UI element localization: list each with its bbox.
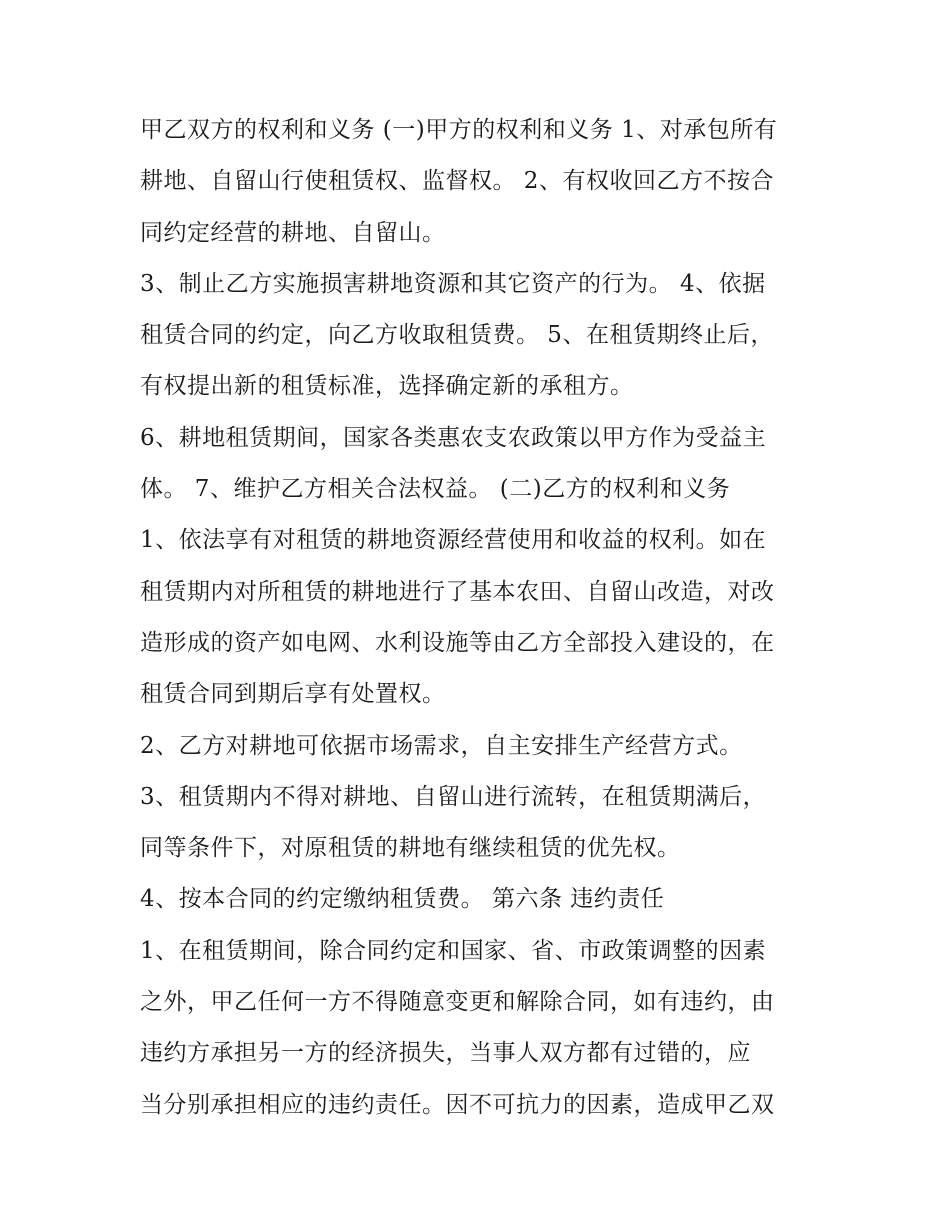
text-line: 当分别承担相应的违约责任。因不可抗力的因素，造成甲乙双 [140, 1091, 775, 1118]
text-line: 租赁合同到期后享有处置权。 [140, 681, 446, 708]
document-body [140, 112, 830, 1138]
text-line: 1、依法享有对租赁的耕地资源经营使用和收益的权利。如在 [140, 527, 767, 554]
text-line: 1、在租赁期间，除合同约定和国家、省、市政策调整的因素 [140, 937, 767, 964]
text-line: 体。 7、维护乙方相关合法权益。 (二)乙方的权利和义务 [140, 476, 731, 503]
text-line: 同约定经营的耕地、自留山。 [140, 219, 446, 246]
text-line: 耕地、自留山行使租赁权、监督权。 2、有权收回乙方不按合 [140, 168, 774, 195]
text-line: 同等条件下，对原租赁的耕地有继续租赁的优先权。 [140, 835, 681, 862]
text-line: 3、制止乙方实施损害耕地资源和其它资产的行为。 4、依据 [140, 270, 766, 297]
text-line: 租赁期内对所租赁的耕地进行了基本农田、自留山改造，对改 [140, 578, 775, 605]
text-line: 3、租赁期内不得对耕地、自留山进行流转，在租赁期满后， [140, 783, 767, 810]
text-line: 之外，甲乙任何一方不得随意变更和解除合同，如有违约，由 [140, 989, 775, 1016]
text-line: 有权提出新的租赁标准，选择确定新的承租方。 [140, 373, 634, 400]
text-line: 违约方承担另一方的经济损失，当事人双方都有过错的，应 [140, 1040, 751, 1067]
text-line: 甲乙双方的权利和义务 (一)甲方的权利和义务 1、对承包所有 [140, 117, 778, 143]
text-line: 造形成的资产如电网、水利设施等由乙方全部投入建设的，在 [140, 629, 775, 656]
text-line: 4、按本合同的约定缴纳租赁费。 第六条 违约责任 [140, 886, 665, 913]
text-line: 6、耕地租赁期间，国家各类惠农支农政策以甲方作为受益主 [140, 424, 767, 451]
text-line: 2、乙方对耕地可依据市场需求，自主安排生产经营方式。 [140, 732, 743, 759]
text-line: 租赁合同的约定，向乙方收取租赁费。 5、在租赁期终止后， [140, 322, 774, 349]
